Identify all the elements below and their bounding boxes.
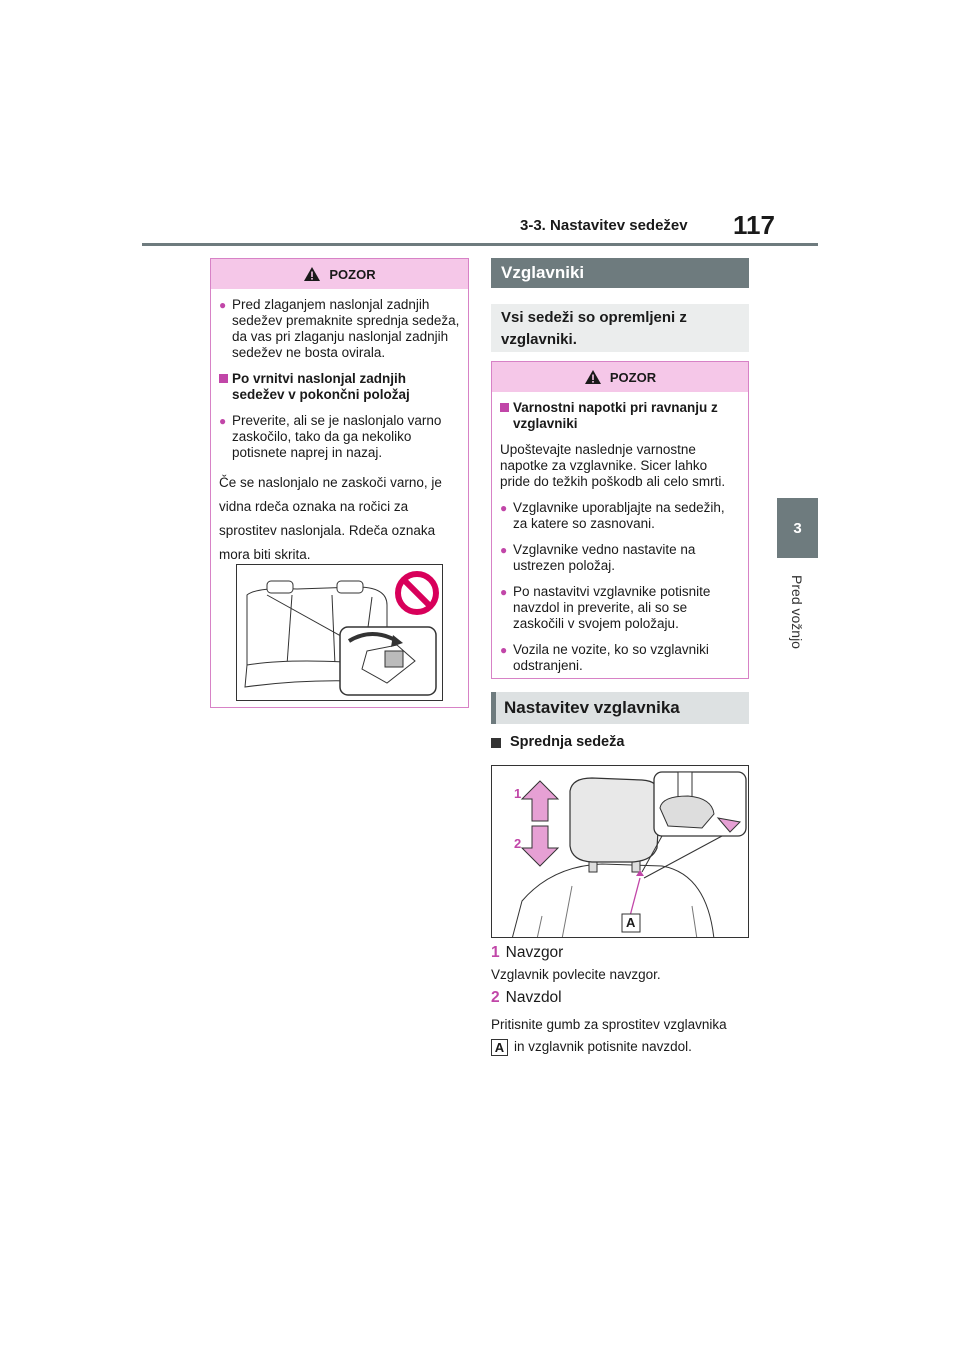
section-title-bar: Vzglavniki	[491, 258, 749, 288]
caution-subheading: Po vrnitvi naslonjal zadnjih sedežev v pokončni položaj	[219, 371, 460, 403]
rear-seat-illustration	[236, 564, 443, 701]
square-bullet-icon	[219, 371, 232, 403]
caution-header	[211, 259, 468, 289]
step-up: 1 Navzgor	[491, 944, 564, 961]
step-down-description: Pritisnite gumb za sprostitev vzglavnika	[491, 1017, 727, 1032]
chapter-label	[779, 567, 815, 657]
sub-heading: Sprednja sedeža	[491, 734, 624, 750]
caution-subheading: Varnostni napotki pri ravnanju z vzglavniki	[500, 400, 740, 432]
step-down: 2 Navzdol	[491, 989, 562, 1006]
label-box-a: A	[491, 1039, 508, 1056]
caution-paragraph: Upoštevajte naslednje varnostne napotke za vzglavnike. Sicer lahko pride do težkih poškodb ali celo smrti.	[500, 442, 726, 489]
warning-icon	[584, 369, 602, 385]
step-down-description-cont: A in vzglavnik potisnite navzdol.	[491, 1039, 692, 1056]
header-divider	[142, 243, 818, 246]
bullet-dot-icon: ●	[500, 585, 508, 599]
headrest-illustration	[491, 765, 749, 938]
subsection-title-bar: Nastavitev vzglavnika	[491, 692, 749, 724]
bullet-dot-icon: ●	[219, 298, 227, 312]
square-bullet-icon	[500, 400, 513, 432]
caution-bullet: ● Po nastavitvi vzglavnike potisnite navzdol in preverite, ali so se zaskočili v svojem položaju.	[500, 584, 711, 631]
caution-title: POZOR	[609, 369, 657, 385]
figure-label-down: 2	[514, 836, 522, 851]
caution-header	[492, 362, 748, 392]
square-bullet-icon	[491, 736, 504, 748]
caution-title: POZOR	[329, 266, 376, 282]
caution-bullet: ● Vozila ne vozite, ko so vzglavniki odstranjeni.	[500, 642, 709, 673]
caution-bullet: ● Vzglavnike uporabljajte na sedežih, za katere so zasnovani.	[500, 500, 725, 531]
prohibited-icon	[394, 570, 440, 616]
caution-bullet: ● Pred zlaganjem naslonjal zadnjih sedežev premaknite sprednja sedeža, da vas pri zlaganju naslonjal zadnjih sedežev ne bosta ovirala.	[219, 297, 460, 360]
caution-bullet: ● Vzglavnike vedno nastavite na ustrezen položaj.	[500, 542, 696, 573]
step-up-description: Vzglavnik povlecite navzgor.	[491, 967, 661, 982]
figure-label-button: A	[626, 915, 636, 930]
chapter-tab[interactable]: 3	[777, 498, 818, 558]
right-caution-box	[491, 361, 749, 679]
bullet-dot-icon: ●	[500, 501, 508, 515]
caution-bullet: ● Preverite, ali se je naslonjalo varno zaskočilo, tako da ga nekoliko potisnete naprej in nazaj.	[219, 413, 442, 460]
chapter-label-text: Pred vožnjo	[789, 575, 805, 649]
section-header-title: 3-3. Nastavitev sedežev	[520, 217, 688, 234]
figure-label-up: 1	[514, 786, 522, 801]
bullet-dot-icon: ●	[219, 414, 227, 428]
left-caution-box	[210, 258, 469, 708]
info-box: Vsi sedeži so opremljeni z vzglavniki.	[491, 304, 749, 352]
bullet-dot-icon: ●	[500, 543, 508, 557]
warning-icon	[303, 266, 321, 282]
bullet-dot-icon: ●	[500, 643, 508, 657]
caution-paragraph: Če se naslonjalo ne zaskoči varno, je vidna rdeča oznaka na ročici za sprostitev naslonjala. Rdeča oznaka mora biti skrita.	[219, 475, 442, 562]
page-number: 117	[733, 210, 775, 240]
